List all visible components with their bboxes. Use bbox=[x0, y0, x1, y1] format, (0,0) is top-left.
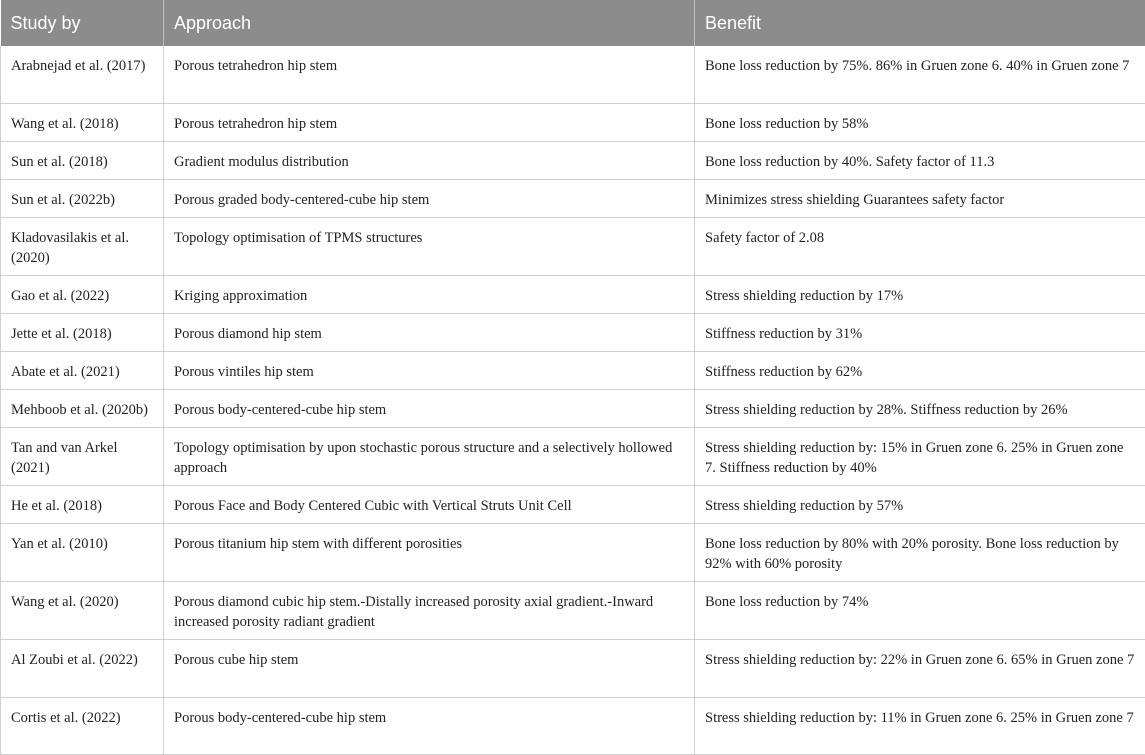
table-row bbox=[1, 486, 1145, 524]
header-row bbox=[1, 0, 1145, 46]
table-row bbox=[1, 352, 1145, 390]
cell-benefit: Stress shielding reduction by: 15% in Gruen zone 6. 25% in Gruen zone 7. Stiffness reduction by 40% bbox=[695, 428, 1145, 486]
cell-study: Abate et al. (2021) bbox=[1, 352, 164, 390]
cell-approach: Porous diamond cubic hip stem.-Distally increased porosity axial gradient.-Inward increased porosity radiant gradient bbox=[164, 582, 695, 640]
cell-study: Sun et al. (2022b) bbox=[1, 180, 164, 218]
cell-study: Jette et al. (2018) bbox=[1, 314, 164, 352]
cell-approach: Gradient modulus distribution bbox=[164, 142, 695, 180]
table-row bbox=[1, 524, 1145, 582]
table-row bbox=[1, 390, 1145, 428]
table-row bbox=[1, 582, 1145, 640]
table-row bbox=[1, 46, 1145, 104]
cell-benefit: Minimizes stress shielding Guarantees safety factor bbox=[695, 180, 1145, 218]
cell-approach: Porous diamond hip stem bbox=[164, 314, 695, 352]
cell-study: Tan and van Arkel (2021) bbox=[1, 428, 164, 486]
table-row bbox=[1, 180, 1145, 218]
cell-approach: Porous tetrahedron hip stem bbox=[164, 46, 695, 104]
cell-benefit: Stress shielding reduction by 17% bbox=[695, 276, 1145, 314]
table-row bbox=[1, 142, 1145, 180]
cell-study: Gao et al. (2022) bbox=[1, 276, 164, 314]
cell-approach: Porous body-centered-cube hip stem bbox=[164, 390, 695, 428]
table-row bbox=[1, 314, 1145, 352]
table-row bbox=[1, 276, 1145, 314]
cell-approach: Porous graded body-centered-cube hip stem bbox=[164, 180, 695, 218]
cell-approach: Porous vintiles hip stem bbox=[164, 352, 695, 390]
cell-approach: Porous titanium hip stem with different porosities bbox=[164, 524, 695, 582]
cell-approach: Porous Face and Body Centered Cubic with Vertical Struts Unit Cell bbox=[164, 486, 695, 524]
header-approach: Approach bbox=[164, 0, 695, 46]
cell-approach: Topology optimisation by upon stochastic porous structure and a selectively hollowed approach bbox=[164, 428, 695, 486]
cell-approach: Porous cube hip stem bbox=[164, 640, 695, 698]
cell-benefit: Bone loss reduction by 40%. Safety factor of 11.3 bbox=[695, 142, 1145, 180]
cell-study: Cortis et al. (2022) bbox=[1, 697, 164, 755]
cell-approach: Kriging approximation bbox=[164, 276, 695, 314]
cell-benefit: Bone loss reduction by 58% bbox=[695, 104, 1145, 142]
table-row bbox=[1, 104, 1145, 142]
table-row bbox=[1, 428, 1145, 486]
cell-benefit: Stress shielding reduction by 57% bbox=[695, 486, 1145, 524]
cell-benefit: Bone loss reduction by 80% with 20% porosity. Bone loss reduction by 92% with 60% porosity bbox=[695, 524, 1145, 582]
cell-benefit: Stress shielding reduction by 28%. Stiffness reduction by 26% bbox=[695, 390, 1145, 428]
cell-benefit: Stress shielding reduction by: 11% in Gruen zone 6. 25% in Gruen zone 7 bbox=[695, 697, 1145, 755]
cell-benefit: Safety factor of 2.08 bbox=[695, 218, 1145, 276]
cell-benefit: Stiffness reduction by 62% bbox=[695, 352, 1145, 390]
header-benefit: Benefit bbox=[695, 0, 1145, 46]
cell-study: Wang et al. (2018) bbox=[1, 104, 164, 142]
cell-study: Wang et al. (2020) bbox=[1, 582, 164, 640]
header-study: Study by bbox=[1, 0, 164, 46]
cell-approach: Porous tetrahedron hip stem bbox=[164, 104, 695, 142]
cell-study: Yan et al. (2010) bbox=[1, 524, 164, 582]
cell-approach: Topology optimisation of TPMS structures bbox=[164, 218, 695, 276]
cell-study: He et al. (2018) bbox=[1, 486, 164, 524]
table-row bbox=[1, 697, 1145, 755]
cell-study: Sun et al. (2018) bbox=[1, 142, 164, 180]
table-row bbox=[1, 218, 1145, 276]
cell-benefit: Stress shielding reduction by: 22% in Gruen zone 6. 65% in Gruen zone 7 bbox=[695, 640, 1145, 698]
cell-benefit: Stiffness reduction by 31% bbox=[695, 314, 1145, 352]
cell-study: Kladovasilakis et al. (2020) bbox=[1, 218, 164, 276]
cell-benefit: Bone loss reduction by 75%. 86% in Gruen zone 6. 40% in Gruen zone 7 bbox=[695, 46, 1145, 104]
cell-study: Mehboob et al. (2020b) bbox=[1, 390, 164, 428]
table-row bbox=[1, 640, 1145, 698]
cell-approach: Porous body-centered-cube hip stem bbox=[164, 697, 695, 755]
cell-benefit: Bone loss reduction by 74% bbox=[695, 582, 1145, 640]
cell-study: Arabnejad et al. (2017) bbox=[1, 46, 164, 104]
cell-study: Al Zoubi et al. (2022) bbox=[1, 640, 164, 698]
